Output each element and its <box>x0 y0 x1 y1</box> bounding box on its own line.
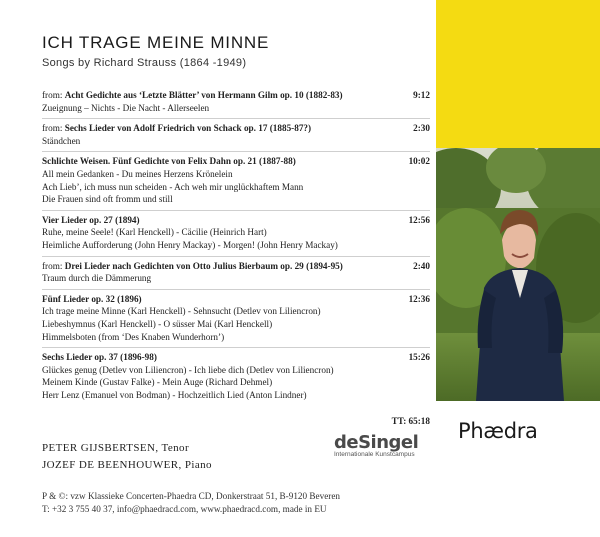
track-group <box>42 256 430 289</box>
track-song-line: Die Frauen sind oft fromm und still <box>42 194 173 205</box>
track-song-line: Zueignung – Nichts - Die Nacht - Allerseelen <box>42 102 210 113</box>
track-duration: 9:12 <box>413 90 430 100</box>
track-song-line: Ich trage meine Minne (Karl Henckell) - Sehnsucht (Detlev von Liliencron) <box>42 306 321 317</box>
track-group <box>42 210 430 256</box>
track-work-title: Sechs Lieder op. 37 (1896-98) <box>42 352 157 363</box>
album-title: ICH TRAGE MEINE MINNE <box>42 33 270 52</box>
track-work-title: Drei Lieder nach Gedichten von Otto Julius Bierbaum op. 29 (1894-95) <box>64 260 343 271</box>
track-group-heading <box>42 214 430 227</box>
label-area <box>436 401 600 537</box>
track-work-title: Acht Gedichte aus ‘Letzte Blätter’ von Hermann Gilm op. 10 (1882-83) <box>64 90 343 100</box>
track-work-title: Vier Lieder op. 27 (1894) <box>42 214 140 225</box>
track-song-line: Meinem Kinde (Gustav Falke) - Mein Auge (Richard Dehmel) <box>42 377 273 388</box>
track-prefix: from: <box>42 90 65 100</box>
track-duration: 15:26 <box>408 352 430 363</box>
track-song-line: Heimliche Aufforderung (John Henry Mackay) - Morgen! (John Henry Mackay) <box>42 239 338 250</box>
track-work-title: Schlichte Weisen. Fünf Gedichte von Felix Dahn op. 21 (1887-88) <box>42 156 296 167</box>
track-group <box>42 347 430 405</box>
track-group <box>42 86 430 118</box>
track-group-heading <box>42 351 430 364</box>
track-song-line: Liebeshymnus (Karl Henckell) - O süsser Mai (Karl Henckell) <box>42 318 273 329</box>
track-group <box>42 289 430 347</box>
album-subtitle: Songs by Richard Strauss (1864 -1949) <box>42 57 247 69</box>
phaedra-logo: Phædra <box>458 419 538 443</box>
track-work-title: Sechs Lieder von Adolf Friedrich von Schack op. 17 (1885-87?) <box>64 123 312 134</box>
desingel-logo: deSingel Internationale Kunstcampus <box>334 432 419 458</box>
track-group-heading <box>42 260 430 273</box>
track-duration: 10:02 <box>408 156 430 167</box>
performer-tenor: PETER GIJSBERTSEN, Tenor <box>42 442 190 454</box>
track-group-heading <box>42 155 430 168</box>
track-work-title: Fünf Lieder op. 32 (1896) <box>42 293 142 304</box>
track-song-line: All mein Gedanken - Du meines Herzens Krönelein <box>42 168 233 179</box>
total-time: TT: 65:18 <box>391 416 430 426</box>
copyright-notice: P & ©: vzw Klassieke Concerten-Phaedra CD, Donkerstraat 51, B-9120 Beveren T: +32 3 755 40 37, info@phaedracd.com, www.phaedracd.com, made in EU <box>42 491 341 514</box>
track-song-line: Glückes genug (Detlev von Liliencron) - Ich liebe dich (Detlev von Liliencron) <box>42 364 334 375</box>
singer-photo <box>436 148 600 401</box>
track-prefix: from: <box>42 123 65 134</box>
track-group-heading <box>42 122 430 135</box>
track-song-line: Ach Lieb’, ich muss nun scheiden - Ach weh mir unglückhaftem Mann <box>42 181 304 192</box>
track-duration: 12:56 <box>408 214 430 225</box>
track-prefix: from: <box>42 260 65 271</box>
track-duration: 2:40 <box>413 260 430 271</box>
track-song-line: Herr Lenz (Emanuel von Bodman) - Hochzeitlich Lied (Anton Lindner) <box>42 389 307 400</box>
track-list <box>42 86 430 405</box>
cover-art-panel <box>436 0 600 537</box>
track-group-heading <box>42 293 430 306</box>
track-duration: 2:30 <box>413 123 430 134</box>
performer-piano: JOZEF DE BEENHOUWER, Piano <box>42 459 212 471</box>
performers <box>42 440 212 474</box>
track-group <box>42 151 430 209</box>
track-song-line: Himmelsboten (from ‘Des Knaben Wunderhorn’) <box>42 331 225 342</box>
yellow-block <box>436 0 600 148</box>
track-group <box>42 118 430 151</box>
track-song-line: Ruhe, meine Seele! (Karl Henckell) - Cäcilie (Heinrich Hart) <box>42 227 267 238</box>
track-song-line: Ständchen <box>42 135 81 146</box>
track-duration: 12:36 <box>408 293 430 304</box>
track-song-line: Traum durch die Dämmerung <box>42 273 152 284</box>
track-group-heading <box>42 89 430 102</box>
